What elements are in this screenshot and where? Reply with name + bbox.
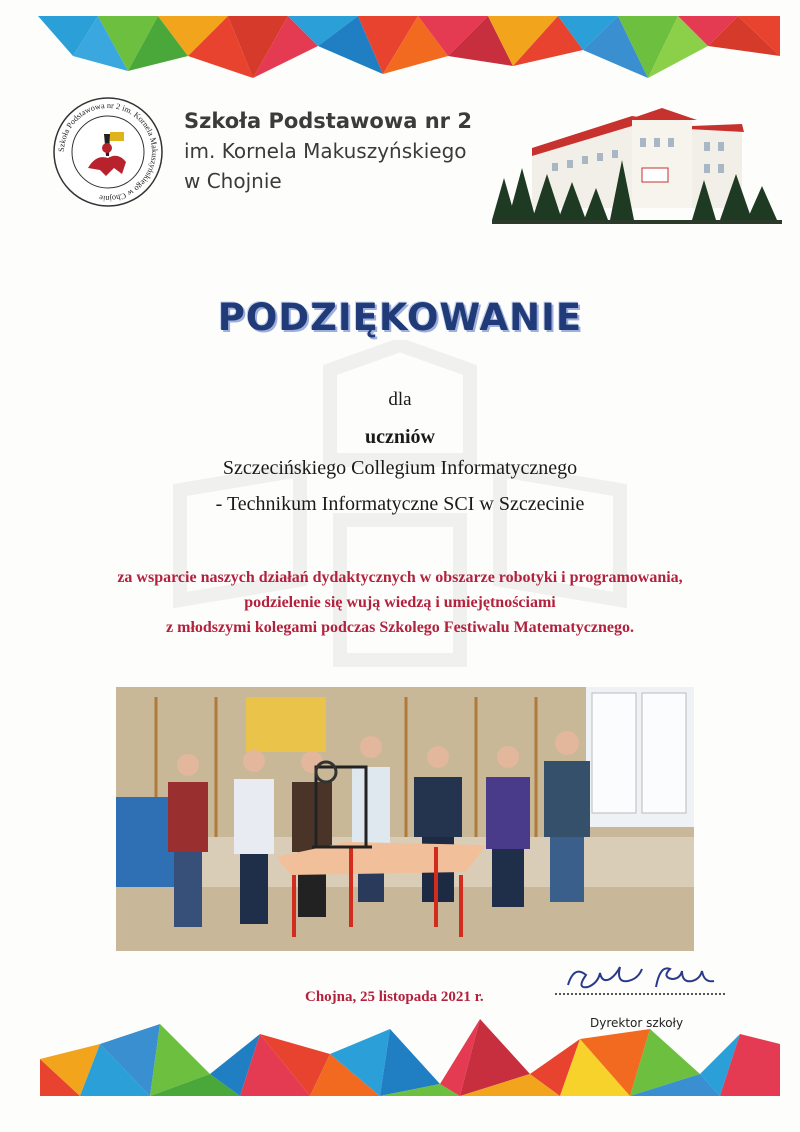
school-seal-logo	[52, 96, 164, 208]
school-building-image	[492, 108, 782, 224]
for-word: dla	[388, 389, 412, 410]
recipient-line2: - Technikum Informatyczne SCI w Szczecinie	[215, 493, 585, 515]
thanks-line3: z młodszymi kolegami podczas Szkolego Festiwalu Matematycznego.	[166, 619, 634, 636]
school-name-line1: Szkoła Podstawowa nr 2	[184, 109, 472, 133]
school-name-line2: im. Kornela Makuszyńskiego	[184, 139, 467, 163]
issue-date: Chojna, 25 listopada 2021 r.	[305, 989, 484, 1005]
thanks-line2: podzielenie się wują wiedzą i umiejętnościami	[244, 594, 556, 611]
thanks-line1: za wsparcie naszych działań dydaktycznych w obszarze robotyki i programowania,	[117, 569, 683, 586]
top-decorative-banner	[38, 16, 780, 82]
recipient-line1: Szczecińskiego Collegium Informatycznego	[222, 457, 578, 479]
signature-dotted-line	[555, 993, 725, 995]
svg-text:Szkoła Podstawowa nr 2 im. Kor: Szkoła Podstawowa nr 2 im. Kornela Makuszyńskiego w Chojnie	[56, 100, 160, 204]
group-photo	[116, 687, 694, 951]
school-name-block	[184, 106, 472, 196]
school-name-line3: w Chojnie	[184, 169, 282, 193]
signature-role: Dyrektor szkoły	[590, 1016, 684, 1030]
bottom-decorative-banner	[40, 1014, 780, 1096]
certificate-title: PODZIĘKOWANIE	[217, 296, 583, 339]
director-signature	[560, 957, 730, 997]
recipient-heading: uczniów	[365, 426, 435, 448]
